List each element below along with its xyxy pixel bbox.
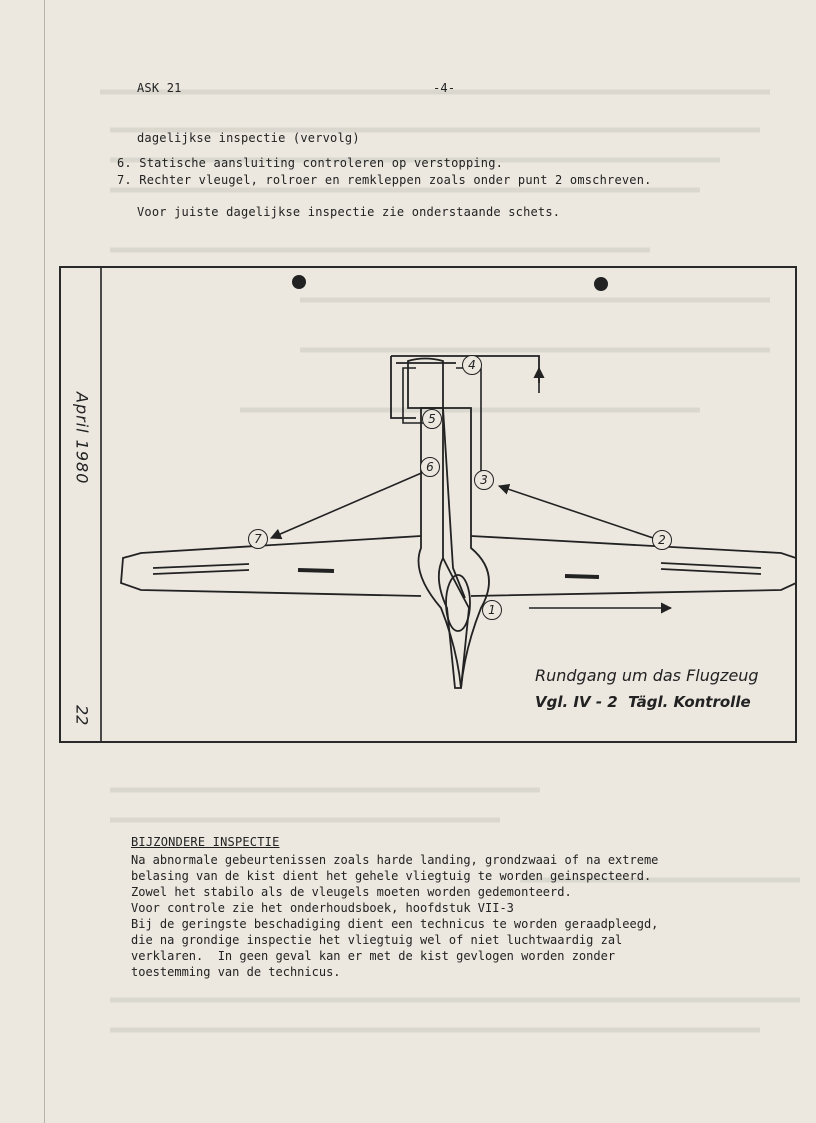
route-seg-2 (499, 486, 671, 544)
right-spoiler (565, 576, 599, 577)
figure-caption-subtitle: Vgl. IV - 2 Tägl. Kontrolle (535, 693, 751, 711)
paragraph-line: Bij de geringste beschadiging dient een technicus te worden geraadpleegd, (131, 917, 659, 931)
route-seg-6 (271, 468, 433, 538)
route-marker-6: 6 (420, 457, 440, 477)
fin-root (408, 359, 443, 409)
paragraph-line: Voor controle zie het onderhoudsboek, hoofdstuk VII-3 (131, 901, 514, 915)
document-title: ASK 21 (137, 81, 182, 95)
paragraph-line: die na grondige inspectie het vliegtuig wel of niet luchtwaardig zal (131, 933, 623, 947)
paragraph-line: belasing van de kist dient het gehele vliegtuig te worden geinspecteerd. (131, 869, 652, 883)
route-seg-3 (456, 368, 481, 478)
route-marker-7: 7 (248, 529, 268, 549)
paragraph-line: verklaren. In geen geval kan er met de kist gevlogen worden zonder (131, 949, 616, 963)
left-wing (121, 536, 421, 596)
paragraph-line: Zowel het stabilo als de vleugels moeten worden gedemonteerd. (131, 885, 572, 899)
page-number-marker: -4- (433, 81, 456, 95)
route-marker-5: 5 (422, 409, 442, 429)
route-marker-4: 4 (462, 355, 482, 375)
section-continuation-title: dagelijkse inspectie (vervolg) (137, 131, 360, 145)
punch-hole-left (292, 275, 306, 289)
sketch-reference-note: Voor juiste dagelijkse inspectie zie onderstaande schets. (137, 205, 561, 219)
inspection-walkaround-figure (59, 266, 797, 743)
special-inspection-paragraph (131, 852, 658, 980)
figure-page-number: 22 (72, 704, 92, 726)
figure-caption-title: Rundgang um das Flugzeug (535, 666, 759, 685)
inspection-step-6: 6. Statische aansluiting controleren op verstopping. (117, 156, 504, 170)
right-wing (471, 536, 795, 596)
route-marker-2: 2 (652, 530, 672, 550)
fuselage-outline (419, 408, 490, 688)
figure-date: April 1980 (72, 391, 92, 485)
route-marker-3: 3 (474, 470, 494, 490)
page-binding-edge (44, 0, 45, 1123)
paragraph-line: Na abnormale gebeurtenissen zoals harde landing, grondzwaai of na extreme (131, 853, 659, 867)
inspection-step-7: 7. Rechter vleugel, rolroer en remkleppen zoals onder punt 2 omschreven. (117, 173, 652, 187)
punch-hole-right (594, 277, 608, 291)
paragraph-line: toestemming van de technicus. (131, 965, 341, 979)
special-inspection-heading: BIJZONDERE INSPECTIE (131, 835, 280, 849)
route-marker-1: 1 (482, 600, 502, 620)
left-spoiler (298, 570, 334, 571)
